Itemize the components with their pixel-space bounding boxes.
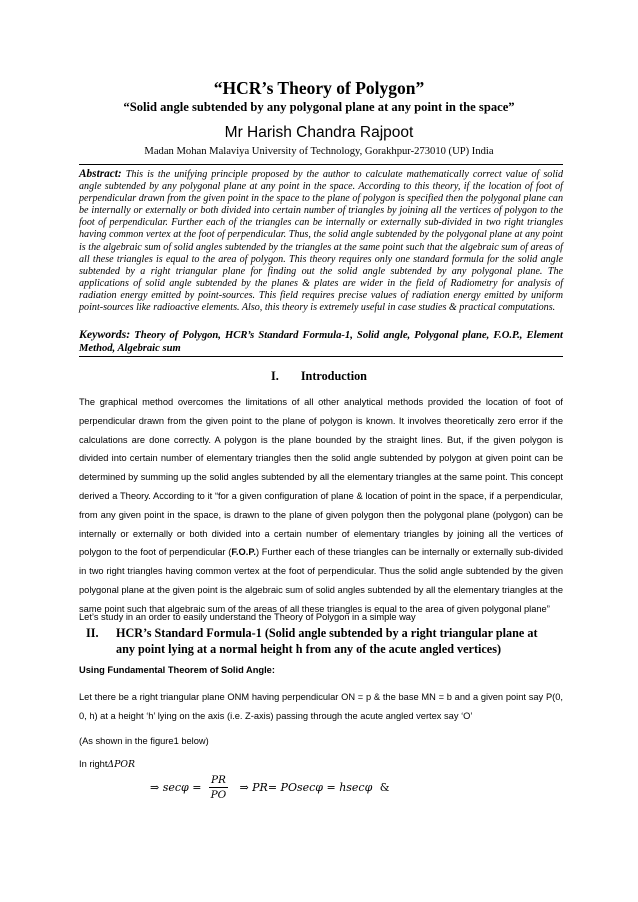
equation-rhs: ⇒ PR= POsecφ = hsecφ [239, 781, 373, 794]
intro-text-b: ) Further each of these triangles can be internally or externally sub-divided in two right triangles having common vertex at the foot of perpendicular. Thus the solid angle subtended by the given polygonal plane at the given point is the algebraic sum of solid angles subtended by all the elementary triangles at the same point such that algebraic sum of the areas of all these triangles is equal to the area of given polygonal plane” [79, 547, 563, 614]
author-name: Mr Harish Chandra Rajpoot [224, 124, 414, 141]
equation-lhs: ⇒ secφ = [150, 781, 202, 794]
abstract-label: Abstract: [79, 168, 122, 180]
abstract-block [79, 168, 563, 314]
abstract-top-rule [79, 164, 563, 165]
introduction-paragraph [79, 393, 563, 619]
section-title: Introduction [300, 369, 367, 383]
formula-paragraph: Let there be a right triangular plane ONM having perpendicular ON = p & the base MN = b and a given point say P(0, 0, h) at a height ‘h’ lying on the axis (i.e. Z-axis) passing through the acute angled vertex say ‘O’ [79, 692, 563, 721]
abstract-text: This is the unifying principle proposed by the author to calculate mathematically correct value of solid angle subtended by any polygonal plane at any point in the space. According to this theory, if the location of foot of perpendicular drawn from the given point in the space to the plane of polygon is specified then the polygonal plane can be internally or externally or both divided into certain number of triangles by joining all the vertices of polygon to the foot of perpendicular. Further each of the triangles can be internally or externally sub-divided in two right triangles having common vertex at the foot of perpendicular. Thus, the solid angle subtended by the polygonal plane at any point is the algebraic sum of solid angles subtended by the triangles at the same point such that the algebraic sum of areas of all these triangles is equal to the area of polygon. This theory requires only one standard formula for the solid angle subtended by a right triangular plane for finding out the solid angle subtended by any polygonal plane. The applications of solid angle subtended by the planes & plates are wider in the field of Radiometry for analysis of radiation energy emitted by point-sources. This field requires precise values of radiation energy emitted by uniform point-sources like radioactive elements. Also, this theory is extremely useful in case studies & practical computations. [79, 169, 563, 314]
keywords-block [79, 328, 563, 355]
paper-title: “HCR’s Theory of Polygon” [213, 78, 425, 98]
section-number: I. [271, 369, 279, 383]
triangle-symbol: ΔPOR [107, 759, 136, 770]
section-heading-formula [86, 626, 556, 657]
triangle-prefix: In right [79, 759, 108, 769]
fraction-denominator: PO [210, 789, 227, 801]
triangle-reference [79, 755, 563, 775]
intro-text-a: The graphical method overcomes the limitations of all other analytical methods provided the location of foot of perpendicular drawn from the given point to the plane of polygon is known. It involves theoretically zero error if the calculations are done correctly. A polygon is the plane bounded by the straight lines. But, if the given polygon is divided into certain number of elementary triangles then the solid angle subtended by polygon at given point can be determined by summing up the solid angles subtended by all the elementary triangles at the same point. This concept derived a Theory. According to it “for a given configuration of plane & location of point in the space, if a perpendicular, from any given point in the space, is drawn to the plane of given polygon then the polygonal plane (polygon) can be internally or externally or both divided into a certain number of elementary triangles by joining all the vertices of polygon to the foot of perpendicular ( [79, 397, 563, 558]
section-title: HCR’s Standard Formula-1 (Solid angle subtended by a right triangular plane at any point lying at a normal height h from any of the acute angled vertices) [116, 626, 538, 656]
keywords-label: Keywords: [79, 327, 131, 341]
fraction-numerator: PR [210, 774, 226, 786]
author-affiliation: Madan Mohan Malaviya University of Technology, Gorakhpur-273010 (UP) India [144, 146, 494, 157]
fop-term: F.O.P. [231, 547, 256, 558]
abstract-bottom-rule [79, 356, 563, 357]
paper-subtitle: “Solid angle subtended by any polygonal plane at any point in the space” [123, 100, 515, 114]
equation-secphi [150, 773, 390, 813]
section-heading-introduction [0, 369, 638, 384]
subsection-heading: Using Fundamental Theorem of Solid Angle: [79, 665, 275, 675]
keywords-text: Theory of Polygon, HCR’s Standard Formula-1, Solid angle, Polygonal plane, F.O.P., Element Method, Algebraic sum [79, 330, 563, 354]
equation-fraction [209, 773, 228, 802]
introduction-paragraph-2: Let’s study in an order to easily understand the Theory of Polygon in a simple way [79, 612, 416, 622]
equation-amp: & [379, 781, 390, 794]
figure-reference: (As shown in the figure1 below) [79, 736, 209, 746]
section-number: II. [86, 626, 99, 640]
